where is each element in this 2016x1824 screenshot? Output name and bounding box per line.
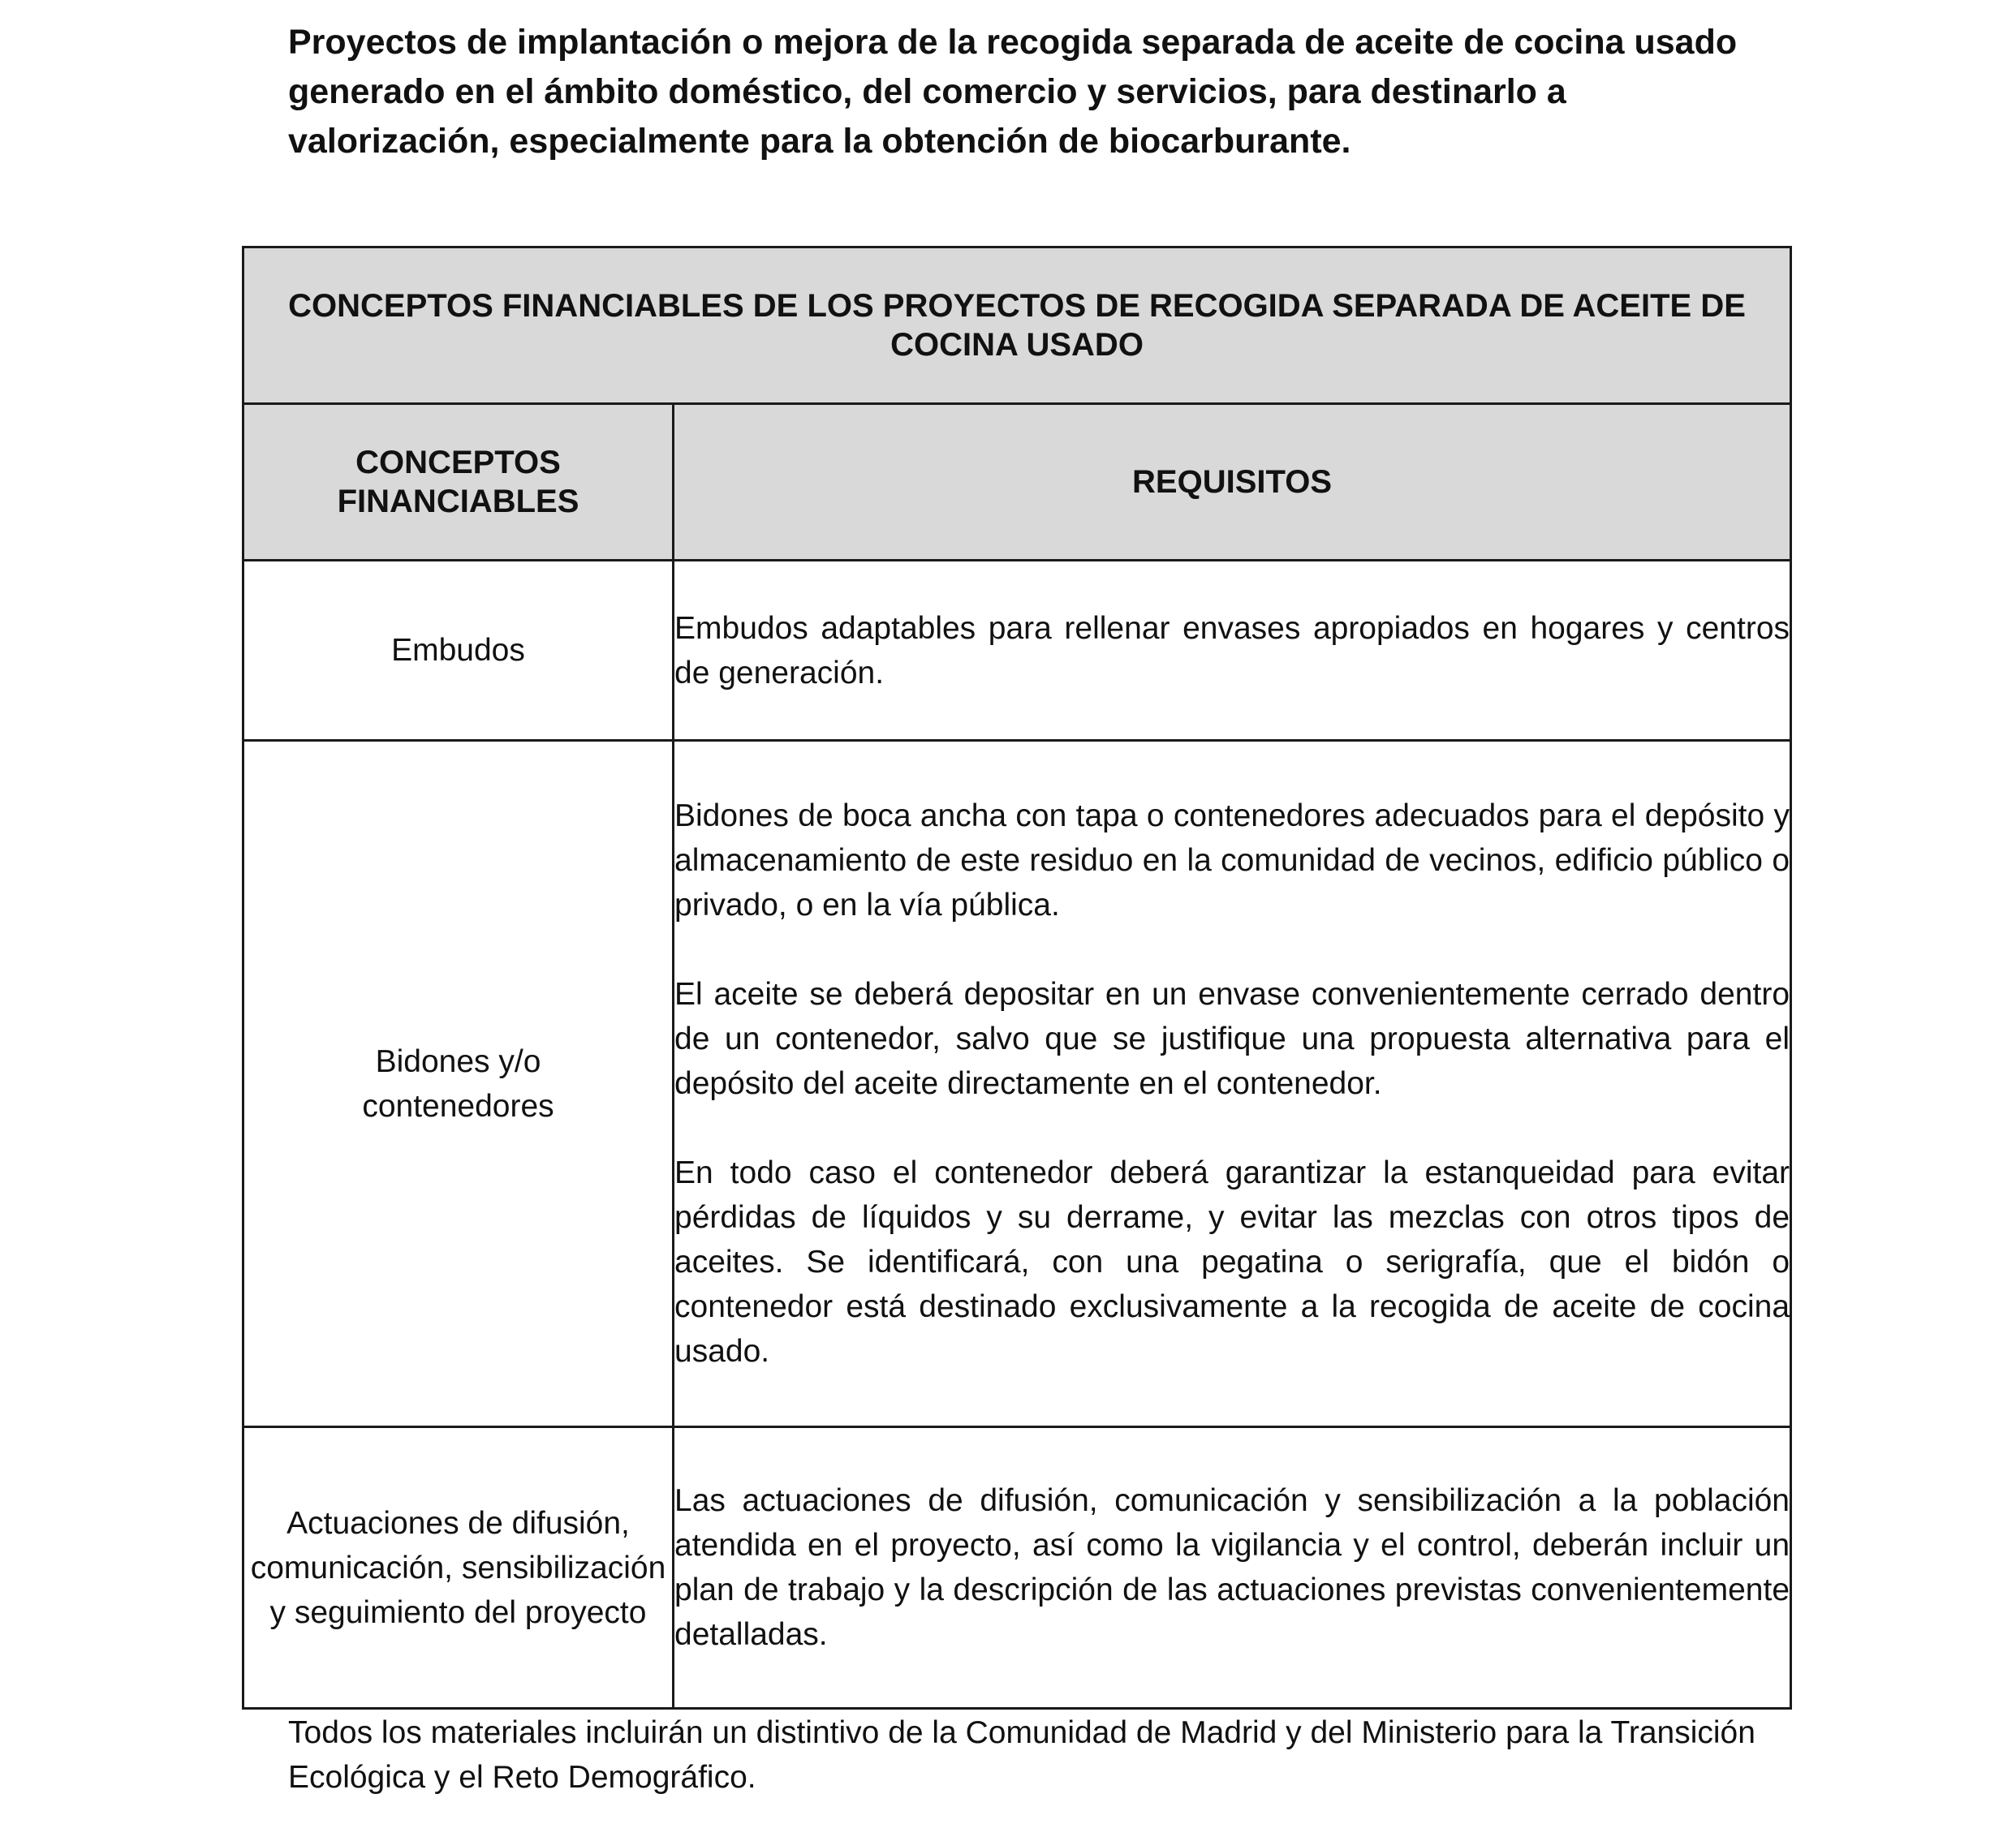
column-header-concepts-label: CONCEPTOS FINANCIABLES [337,445,579,519]
table-row [243,561,1791,741]
requirement-paragraph: En todo caso el contenedor deberá garantizar la estanqueidad para evitar pérdidas de líquidos y su derrame, y evitar las mezclas con otros tipos de aceites. Se identificará, con una pegatina o serigrafía, que el bidón o contenedor está destinado exclusivamente a la recogida de aceite de cocina usado. [674,1155,1790,1369]
requirement-paragraph: Embudos adaptables para rellenar envases apropiados en hogares y centros de generación. [674,610,1790,690]
requirement-paragraph: El aceite se deberá depositar en un envase convenientemente cerrado dentro de un contenedor, salvo que se justifique una propuesta alternativa para el depósito del aceite directamente en el contenedor. [674,977,1790,1101]
requirement-paragraph: Bidones de boca ancha con tapa o contenedores adecuados para el depósito y almacenamiento de este residuo en la comunidad de vecinos, edificio público o privado, o en la vía pública. [674,798,1790,923]
column-header-requirements: REQUISITOS [674,404,1791,561]
concept-label-bidones: Bidones y/o contenedores [362,1043,554,1124]
concept-cell-actuaciones: Actuaciones de difusión, comunicación, sensibilización y seguimiento del proyecto [243,1427,674,1709]
financeable-concepts-table [242,246,1792,1710]
table-header-row [243,404,1791,561]
table-title: CONCEPTOS FINANCIABLES DE LOS PROYECTOS DE RECOGIDA SEPARADA DE ACEITE DE COCINA USADO [243,247,1791,404]
requirements-cell-actuaciones [674,1427,1791,1709]
concept-cell-embudos: Embudos [243,561,674,741]
concept-cell-bidones [243,741,674,1427]
requirement-paragraph: Las actuaciones de difusión, comunicación y sensibilización a la población atendida en el proyecto, así como la vigilancia y el control, deberán incluir un plan de trabajo y la descripción de las actuaciones previstas convenientemente detalladas. [674,1483,1790,1652]
page-heading: Proyectos de implantación o mejora de la recogida separada de aceite de cocina usado generado en el ámbito doméstico, del comercio y servicios, para destinarlo a valorización, especialmente para la obtención de biocarburante. [288,23,1738,161]
requirements-cell-bidones [674,741,1791,1427]
table-title-row [243,247,1791,404]
table-row [243,741,1791,1427]
footnote: Todos los materiales incluirán un distintivo de la Comunidad de Madrid y del Ministerio para la Transición Ecológica y el Reto Demográfico. [288,1715,1755,1795]
column-header-concepts [243,404,674,561]
table-row [243,1427,1791,1709]
requirements-cell-embudos [674,561,1791,741]
